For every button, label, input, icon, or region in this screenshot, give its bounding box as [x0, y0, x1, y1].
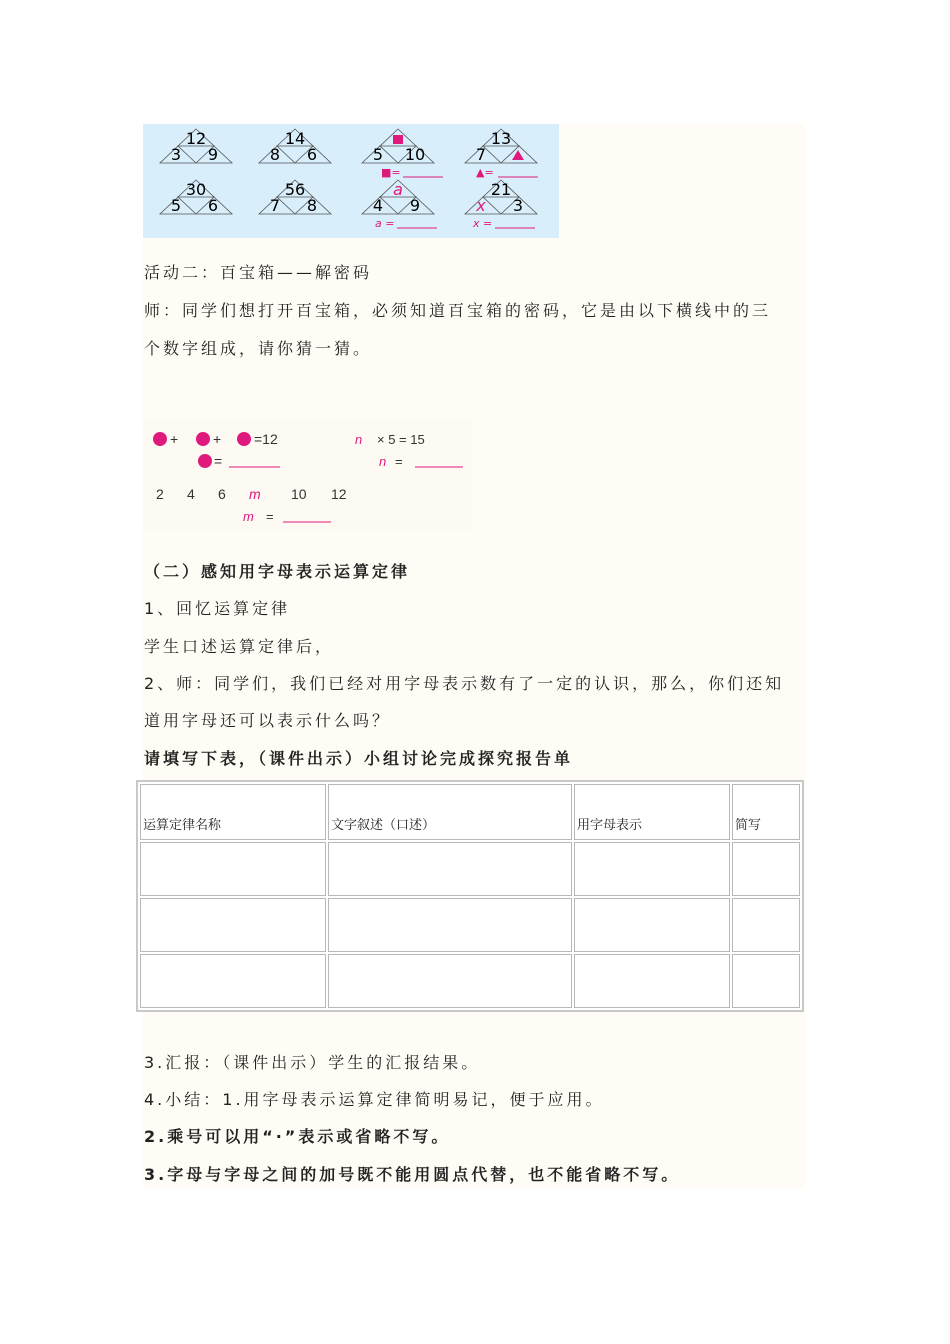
table-cell[interactable]	[328, 898, 572, 952]
table-cell[interactable]	[328, 842, 572, 896]
sequence-item: 12	[331, 486, 347, 502]
table-cell[interactable]	[140, 898, 326, 952]
answer-label: ■=	[381, 166, 401, 179]
number-triangle	[259, 180, 331, 215]
header-abbreviation: 简写	[732, 784, 800, 840]
triangle-number: 7	[269, 196, 281, 215]
table-cell[interactable]	[574, 898, 730, 952]
triangle-number: a	[393, 180, 403, 199]
summary-line2: 2.乘号可以用“·”表示或省略不写。	[144, 1127, 451, 1146]
summary-line3: 3.字母与字母之间的加号既不能用圆点代替，也不能省略不写。	[144, 1165, 681, 1184]
table-cell[interactable]	[732, 954, 800, 1008]
triangle-number: x	[476, 196, 486, 215]
triangle-number: 56	[284, 180, 306, 199]
item1-sub: 学生口述运算定律后，	[144, 637, 335, 656]
table-row	[140, 842, 800, 896]
answer-label: x =	[473, 217, 493, 230]
svg-text:n: n	[355, 432, 363, 447]
table-cell[interactable]	[574, 954, 730, 1008]
triangle-number: 13	[490, 129, 512, 148]
triangle-number: 14	[284, 129, 306, 148]
triangle-number: 6	[207, 196, 219, 215]
number-triangle	[362, 180, 434, 215]
eq2-tail: × 5 = 15	[377, 432, 425, 447]
triangle-number: 9	[409, 196, 421, 215]
svg-text:+: +	[170, 431, 179, 447]
triangle-number: 5	[170, 196, 182, 215]
table-header-row	[140, 784, 800, 840]
summary-line1: 4.小结：1.用字母表示运算定律简明易记，便于应用。	[144, 1090, 605, 1109]
triangle-puzzle-svg	[143, 124, 559, 238]
svg-text:=: =	[395, 454, 403, 469]
triangle-number: 8	[306, 196, 318, 215]
triangle-number: 5	[372, 145, 384, 164]
sequence-item: m	[249, 486, 261, 502]
teacher-text-line2: 个数字组成，请你猜一猜。	[144, 339, 373, 358]
header-law-name: 运算定律名称	[140, 784, 326, 840]
table-cell[interactable]	[732, 842, 800, 896]
table-cell[interactable]	[574, 842, 730, 896]
triangle-number: 3	[512, 196, 524, 215]
item2-line2: 道用字母还可以表示什么吗？	[144, 711, 392, 730]
triangle-number: 6	[306, 145, 318, 164]
report-line: 3.汇报：（课件出示）学生的汇报结果。	[144, 1053, 481, 1072]
sequence-item: 6	[218, 486, 226, 502]
triangle-number: 7	[475, 145, 487, 164]
number-triangle	[259, 129, 331, 164]
triangle-number: 3	[170, 145, 182, 164]
number-triangle	[160, 129, 232, 164]
header-letter-form: 用字母表示	[574, 784, 730, 840]
table-cell[interactable]	[328, 954, 572, 1008]
triangle-symbol	[512, 150, 524, 160]
svg-text:=: =	[214, 453, 223, 469]
square-symbol	[393, 135, 403, 144]
number-triangle	[465, 129, 537, 164]
table-row	[140, 954, 800, 1008]
item1: 1、回忆运算定律	[144, 599, 291, 618]
password-puzzle-svg	[143, 420, 473, 530]
eq1-tail: =12	[254, 431, 278, 447]
number-sequence	[156, 486, 347, 502]
triangle-number: 8	[269, 145, 281, 164]
sequence-item: 4	[187, 486, 195, 502]
section2-title: （二）感知用字母表示运算定律	[144, 562, 411, 581]
header-text-description: 文字叙述（口述）	[328, 784, 572, 840]
svg-text:n: n	[379, 454, 387, 469]
triangle-number: 12	[185, 129, 207, 148]
triangle-number: 21	[490, 180, 512, 199]
svg-text:m: m	[243, 509, 254, 524]
number-triangle	[160, 180, 232, 215]
sequence-item: 10	[291, 486, 307, 502]
table-row	[140, 898, 800, 952]
triangle-number: 30	[185, 180, 207, 199]
table-intro: 请填写下表，（课件出示）小组讨论完成探究报告单	[144, 749, 574, 768]
activity-title: 活动二：百宝箱——解密码	[144, 263, 373, 282]
triangle-puzzle-figure	[143, 124, 559, 238]
triangle-number: 9	[207, 145, 219, 164]
svg-text:+: +	[213, 431, 222, 447]
svg-text:=: =	[266, 509, 274, 524]
table-cell[interactable]	[140, 954, 326, 1008]
table-cell[interactable]	[732, 898, 800, 952]
answer-label: ▲=	[476, 166, 494, 179]
report-table	[136, 780, 804, 1012]
number-triangle	[465, 180, 537, 215]
teacher-text-line1: 师：同学们想打开百宝箱，必须知道百宝箱的密码，它是由以下横线中的三	[144, 301, 772, 320]
sequence-item: 2	[156, 486, 164, 502]
triangle-number: 10	[404, 145, 426, 164]
item2-line1: 2、师：同学们，我们已经对用字母表示数有了一定的认识，那么，你们还知	[144, 674, 785, 693]
password-puzzle-figure	[143, 420, 473, 530]
number-triangle	[362, 129, 434, 164]
table-cell[interactable]	[140, 842, 326, 896]
answer-label: a =	[375, 217, 395, 230]
triangle-number: 4	[372, 196, 384, 215]
